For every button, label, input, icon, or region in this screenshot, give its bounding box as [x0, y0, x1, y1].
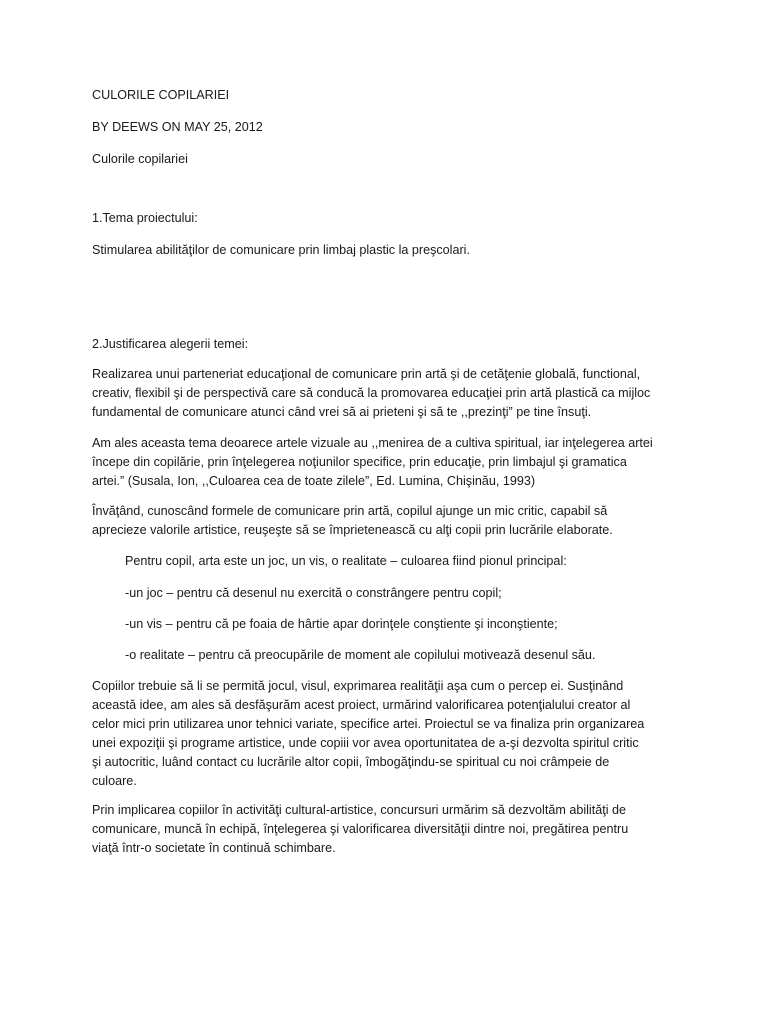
indented-line-intro: Pentru copil, arta este un joc, un vis, o realitate – culoarea fiind pionul principal: [125, 554, 567, 568]
paragraph-line: începe din copilărie, prin înţelegerea noţiunilor specifice, prin educaţie, prin limbajul şi gramatica [92, 455, 627, 469]
paragraph-partnership [92, 365, 692, 422]
paragraph-line: creativ, flexibil şi de perspectivă care să conducă la promovarea educaţiei prin artă plastică ca mijloc [92, 386, 651, 400]
document-byline: BY DEEWS ON MAY 25, 2012 [92, 120, 263, 134]
paragraph-line: Copiilor trebuie să li se permită jocul, visul, exprimarea realităţii aşa cum o percep ei. Susţinând [92, 679, 624, 693]
section1-heading: 1.Tema proiectului: [92, 211, 198, 225]
paragraph-project [92, 677, 692, 791]
indented-line-dream: -un vis – pentru că pe foaia de hârtie apar dorinţele conştiente şi inconştiente; [125, 617, 558, 631]
document-title: CULORILE COPILARIEI [92, 88, 230, 102]
paragraph-line: Învăţând, cunoscând formele de comunicare prin artă, copilul ajunge un mic critic, capabil să [92, 504, 608, 518]
paragraph-line: Am ales aceasta tema deoarece artele vizuale au ,,menirea de a cultiva spiritual, iar inţelegerea artei [92, 436, 653, 450]
paragraph-line: viaţă într-o societate în continuă schimbare. [92, 841, 336, 855]
paragraph-line: unei expoziţii şi programe artistice, unde copiii vor avea oportunitatea de a-şi dezvolta spiritul critic [92, 736, 639, 750]
indented-line-reality: -o realitate – pentru că preocupările de moment ale copilului motivează desenul său. [125, 648, 596, 662]
paragraph-involvement [92, 801, 692, 858]
paragraph-line: artei.” (Susala, Ion, ,,Culoarea cea de toate zilele”, Ed. Lumina, Chişinău, 1993) [92, 474, 536, 488]
document-subtitle: Culorile copilariei [92, 152, 188, 166]
indented-line-game: -un joc – pentru că desenul nu exercită o constrângere pentru copil; [125, 586, 502, 600]
paragraph-theme-choice [92, 434, 692, 491]
paragraph-line: celor mici prin utilizarea unor tehnici variate, specifice artei. Proiectul se va finaliza prin organizarea [92, 717, 645, 731]
paragraph-line: Realizarea unui parteneriat educaţional de comunicare prin artă şi de cetăţenie globală, functional, [92, 367, 641, 381]
paragraph-line: şi autocritic, luând contact cu lucrările altor copii, îmbogăţindu-se spiritual cu noi crâmpeie de [92, 755, 610, 769]
paragraph-line: această idee, am ales să desfăşurăm acest proiect, urmărind valorificarea potenţialului creator al [92, 698, 631, 712]
section1-text: Stimularea abilităţilor de comunicare prin limbaj plastic la preşcolari. [92, 243, 470, 257]
paragraph-line: fundamental de comunicare atunci când vrei să ai prieteni şi să te ,,prezinţi” pe tine însuţi. [92, 405, 592, 419]
paragraph-line: culoare. [92, 774, 137, 788]
paragraph-line: comunicare, muncă în echipă, înţelegerea şi valorificarea diversităţii dintre noi, pregătirea pentru [92, 822, 629, 836]
paragraph-line: Prin implicarea copiilor în activităţi cultural-artistice, concursuri urmărim să dezvoltăm abilităţi de [92, 803, 627, 817]
paragraph-line: aprecieze valorile artistice, reuşeşte să se împrietenească cu alţi copii prin lucrările elaborate. [92, 523, 613, 537]
paragraph-learning [92, 502, 692, 540]
section2-heading: 2.Justificarea alegerii temei: [92, 337, 249, 351]
